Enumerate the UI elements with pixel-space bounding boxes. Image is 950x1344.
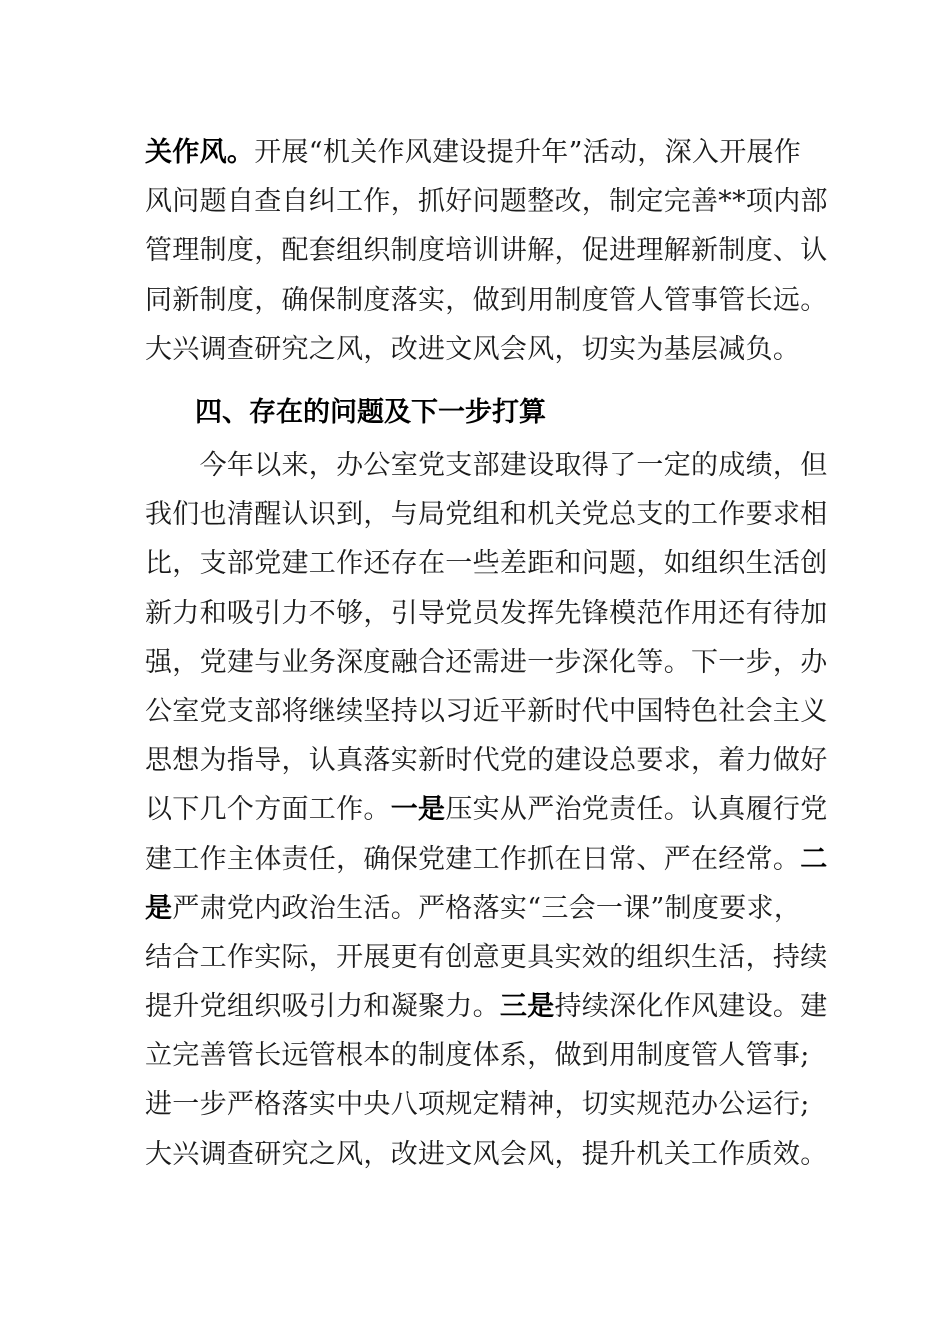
paragraph-line xyxy=(145,785,828,834)
line-text: 同新制度，确保制度落实，做到用制度管人管事管长远。 xyxy=(145,284,828,316)
bold-point-three: 三是 xyxy=(499,991,555,1023)
paragraph-line xyxy=(145,835,828,884)
bold-point-one: 一是 xyxy=(390,794,446,826)
line-text: 大兴调查研究之风，改进文风会风，切实为基层减负。 xyxy=(145,333,801,365)
line-text: 开展“机关作风建设提升年”活动，深入开展作 xyxy=(254,137,802,168)
line-text: 进一步严格落实中央八项规定精神，切实规范办公运行; xyxy=(145,1089,810,1121)
line-text: 提升党组织吸引力和凝聚力。 xyxy=(145,991,500,1023)
line-text: 持续深化作风建设。建 xyxy=(554,991,828,1023)
paragraph-line xyxy=(145,490,828,539)
line-text: 压实从严治党责任。认真履行党 xyxy=(445,794,828,826)
paragraph-line xyxy=(145,638,828,687)
paragraph-line xyxy=(145,884,805,933)
line-text: 新力和吸引力不够，引导党员发挥先锋模范作用还有待加 xyxy=(145,597,828,629)
line-text: 以下几个方面工作。 xyxy=(145,794,391,826)
line-text: 管理制度，配套组织制度培训讲解，促进理解新制度、认 xyxy=(145,235,828,267)
line-text: 风问题自查自纠工作，抓好问题整改，制定完善**项内部 xyxy=(145,186,828,218)
line-text: 严肃党内政治生活。严格落实“三会一课”制度要求， xyxy=(172,892,802,924)
section-heading: 四、存在的问题及下一步打算 xyxy=(195,397,546,428)
bold-lead: 关作风。 xyxy=(145,137,255,168)
line-text: 大兴调查研究之风，改进文风会风，提升机关工作质效。 xyxy=(145,1138,828,1170)
bold-point-two-part2: 是 xyxy=(145,892,173,924)
paragraph-line xyxy=(145,589,828,638)
line-text: 今年以来，办公室党支部建设取得了一定的成绩，但 xyxy=(145,450,828,481)
paragraph-line xyxy=(145,276,828,325)
paragraph-line xyxy=(145,933,828,982)
line-text: 比，支部党建工作还存在一些差距和问题，如组织生活创 xyxy=(145,548,828,580)
paragraph-line xyxy=(145,177,828,226)
line-text: 立完善管长远管根本的制度体系，做到用制度管人管事; xyxy=(145,1040,810,1072)
paragraph-line xyxy=(145,687,828,736)
bold-point-two-part1: 二 xyxy=(800,843,828,875)
paragraph-line xyxy=(145,128,805,177)
line-text: 强，党建与业务深度融合还需进一步深化等。下一步，办 xyxy=(145,646,828,678)
line-text: 我们也清醒认识到，与局党组和机关党总支的工作要求相 xyxy=(145,499,828,531)
paragraph-line xyxy=(145,1080,810,1129)
paragraph-problems-and-plans xyxy=(145,441,828,1179)
paragraph-line xyxy=(145,226,828,275)
line-text: 思想为指导，认真落实新时代党的建设总要求，着力做好 xyxy=(145,745,828,777)
paragraph-line xyxy=(145,539,828,588)
line-text: 结合工作实际，开展更有创意更具实效的组织生活，持续 xyxy=(145,941,828,973)
paragraph-line xyxy=(145,982,828,1031)
paragraph-line xyxy=(145,1130,828,1179)
line-text: 建工作主体责任，确保党建工作抓在日常、严在经常。 xyxy=(145,843,801,875)
paragraph-line xyxy=(145,325,805,374)
paragraph-line xyxy=(145,441,828,490)
line-text: 公室党支部将继续坚持以习近平新时代中国特色社会主义 xyxy=(145,695,828,727)
paragraph-work-style xyxy=(145,128,828,374)
paragraph-line xyxy=(145,1031,810,1080)
paragraph-line xyxy=(145,736,828,785)
